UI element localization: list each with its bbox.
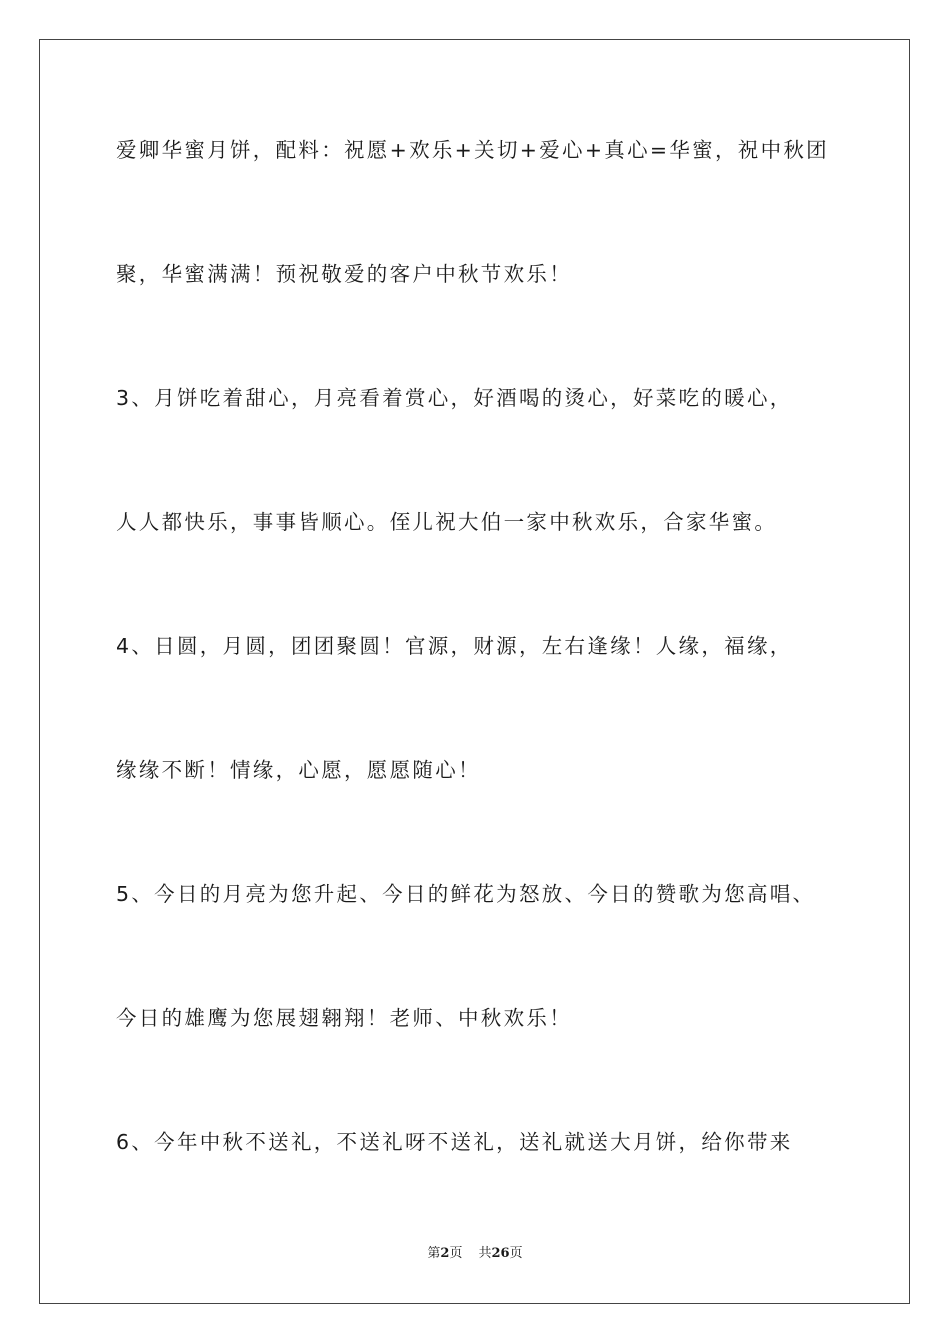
- text-line-6: 缘缘不断！情缘，心愿，愿愿随心！: [116, 758, 481, 782]
- text-line-9: 6、今年中秋不送礼，不送礼呀不送礼，送礼就送大月饼，给你带来: [116, 1130, 793, 1154]
- text-line-5: 4、日圆，月圆，团团聚圆！官源，财源，左右逢缘！人缘，福缘，: [116, 634, 793, 658]
- page-prefix: 第: [427, 1246, 441, 1261]
- text-line-8: 今日的雄鹰为您展翅翱翔！老师、中秋欢乐！: [116, 1006, 572, 1030]
- page-suffix: 页: [449, 1246, 463, 1261]
- text-line-1: 爱卿华蜜月饼，配料：祝愿+欢乐+关切+爱心+真心=华蜜，祝中秋团: [116, 138, 829, 162]
- page-border: [39, 39, 910, 1304]
- total-suffix: 页: [509, 1246, 523, 1261]
- page-footer: [0, 1245, 950, 1263]
- total-pages: 26: [491, 1246, 510, 1261]
- text-line-4: 人人都快乐，事事皆顺心。侄儿祝大伯一家中秋欢乐，合家华蜜。: [116, 510, 778, 534]
- text-line-7: 5、今日的月亮为您升起、今日的鲜花为怒放、今日的赞歌为您高唱、: [116, 882, 816, 906]
- text-line-3: 3、月饼吃着甜心，月亮看着赏心，好酒喝的烫心，好菜吃的暖心，: [116, 386, 793, 410]
- text-line-2: 聚，华蜜满满！预祝敬爱的客户中秋节欢乐！: [116, 262, 572, 286]
- total-prefix: 共: [478, 1246, 492, 1261]
- page-number: 2: [440, 1246, 450, 1261]
